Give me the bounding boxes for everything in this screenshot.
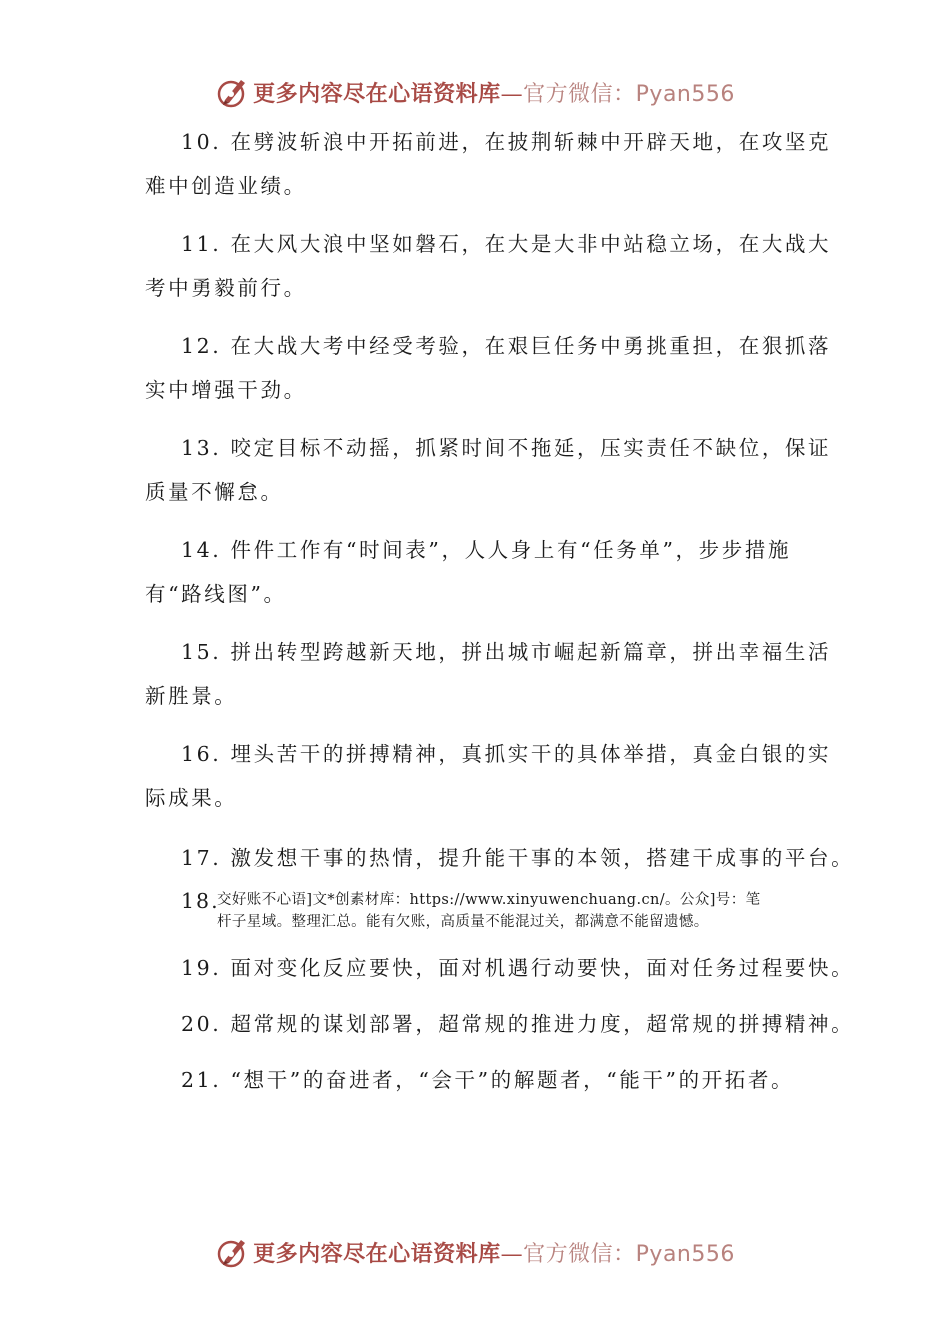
banner-wechat-id: Pyan556 — [635, 81, 735, 107]
item-line: 10. 在劈波斩浪中开拓前进，在披荆斩棘中开辟天地，在攻坚克 — [181, 130, 832, 154]
item-line: 17. 激发想干事的热情，提升能干事的本领，搭建干成事的平台。 — [181, 846, 855, 870]
banner-wechat-id: Pyan556 — [635, 1241, 735, 1267]
item-line: 15. 拼出转型跨越新天地，拼出城市崛起新篇章，拼出幸福生活 — [181, 640, 832, 664]
item-number: 18. — [181, 889, 220, 913]
item-line: 14. 件件工作有“时间表”，人人身上有“任务单”，步步措施 — [181, 538, 792, 562]
list-item-12 — [145, 324, 832, 412]
pen-logo-icon — [215, 1234, 251, 1270]
list-item-14 — [145, 528, 805, 616]
item-line-continued: 难中创造业绩。 — [145, 174, 307, 198]
item-line-continued: 际成果。 — [145, 786, 238, 810]
header-banner — [0, 72, 950, 112]
item-line: 19. 面对变化反应要快，面对机遇行动要快，面对任务过程要快。 — [181, 956, 855, 980]
item-line-continued: 考中勇毅前行。 — [145, 276, 307, 300]
list-item-10 — [145, 120, 832, 208]
list-item-11 — [145, 222, 832, 310]
list-item-15 — [145, 630, 832, 718]
item-line-continued: 有“路线图”。 — [145, 582, 287, 606]
list-item-20 — [145, 1000, 855, 1048]
document-body — [145, 120, 855, 1104]
item-line: 交好账不心语]文*创素材库：https://www.xinyuwenchuang.cn/。公众]号：笔 — [217, 892, 761, 908]
list-item-21 — [145, 1056, 805, 1104]
list-item-18 — [145, 890, 805, 932]
item-line: 12. 在大战大考中经受考验，在艰巨任务中勇挑重担，在狠抓落 — [181, 334, 832, 358]
banner-separator: — — [500, 81, 524, 107]
list-item-17 — [145, 834, 855, 882]
list-item-13 — [145, 426, 832, 514]
item-line-continued: 实中增强干劲。 — [145, 378, 307, 402]
list-item-19 — [145, 944, 855, 992]
banner-suffix: 官方微信： — [523, 1241, 636, 1267]
banner-brand: 更多内容尽在心语资料库 — [253, 80, 501, 107]
item-line: 13. 咬定目标不动摇，抓紧时间不拖延，压实责任不缺位，保证 — [181, 436, 832, 460]
footer-banner — [0, 1232, 950, 1272]
banner-suffix: 官方微信： — [523, 81, 636, 107]
banner-text — [253, 1237, 735, 1268]
item-line-continued: 杆子星域。整理汇总。能有欠账，高质量不能混过关，都满意不能留遗憾。 — [217, 914, 709, 930]
list-item-16 — [145, 732, 832, 820]
item-line-continued: 新胜景。 — [145, 684, 238, 708]
item-line-continued: 质量不懈怠。 — [145, 480, 284, 504]
banner-brand: 更多内容尽在心语资料库 — [253, 1240, 501, 1267]
banner-separator: — — [500, 1241, 524, 1267]
pen-logo-icon — [215, 74, 251, 110]
item-line: 16. 埋头苦干的拼搏精神，真抓实干的具体举措，真金白银的实 — [181, 742, 832, 766]
banner-text — [253, 77, 735, 108]
item-line: 21. “想干”的奋进者，“会干”的解题者，“能干”的开拓者。 — [181, 1068, 795, 1092]
item-line: 11. 在大风大浪中坚如磐石，在大是大非中站稳立场，在大战大 — [181, 232, 832, 256]
item-line: 20. 超常规的谋划部署，超常规的推进力度，超常规的拼搏精神。 — [181, 1012, 855, 1036]
